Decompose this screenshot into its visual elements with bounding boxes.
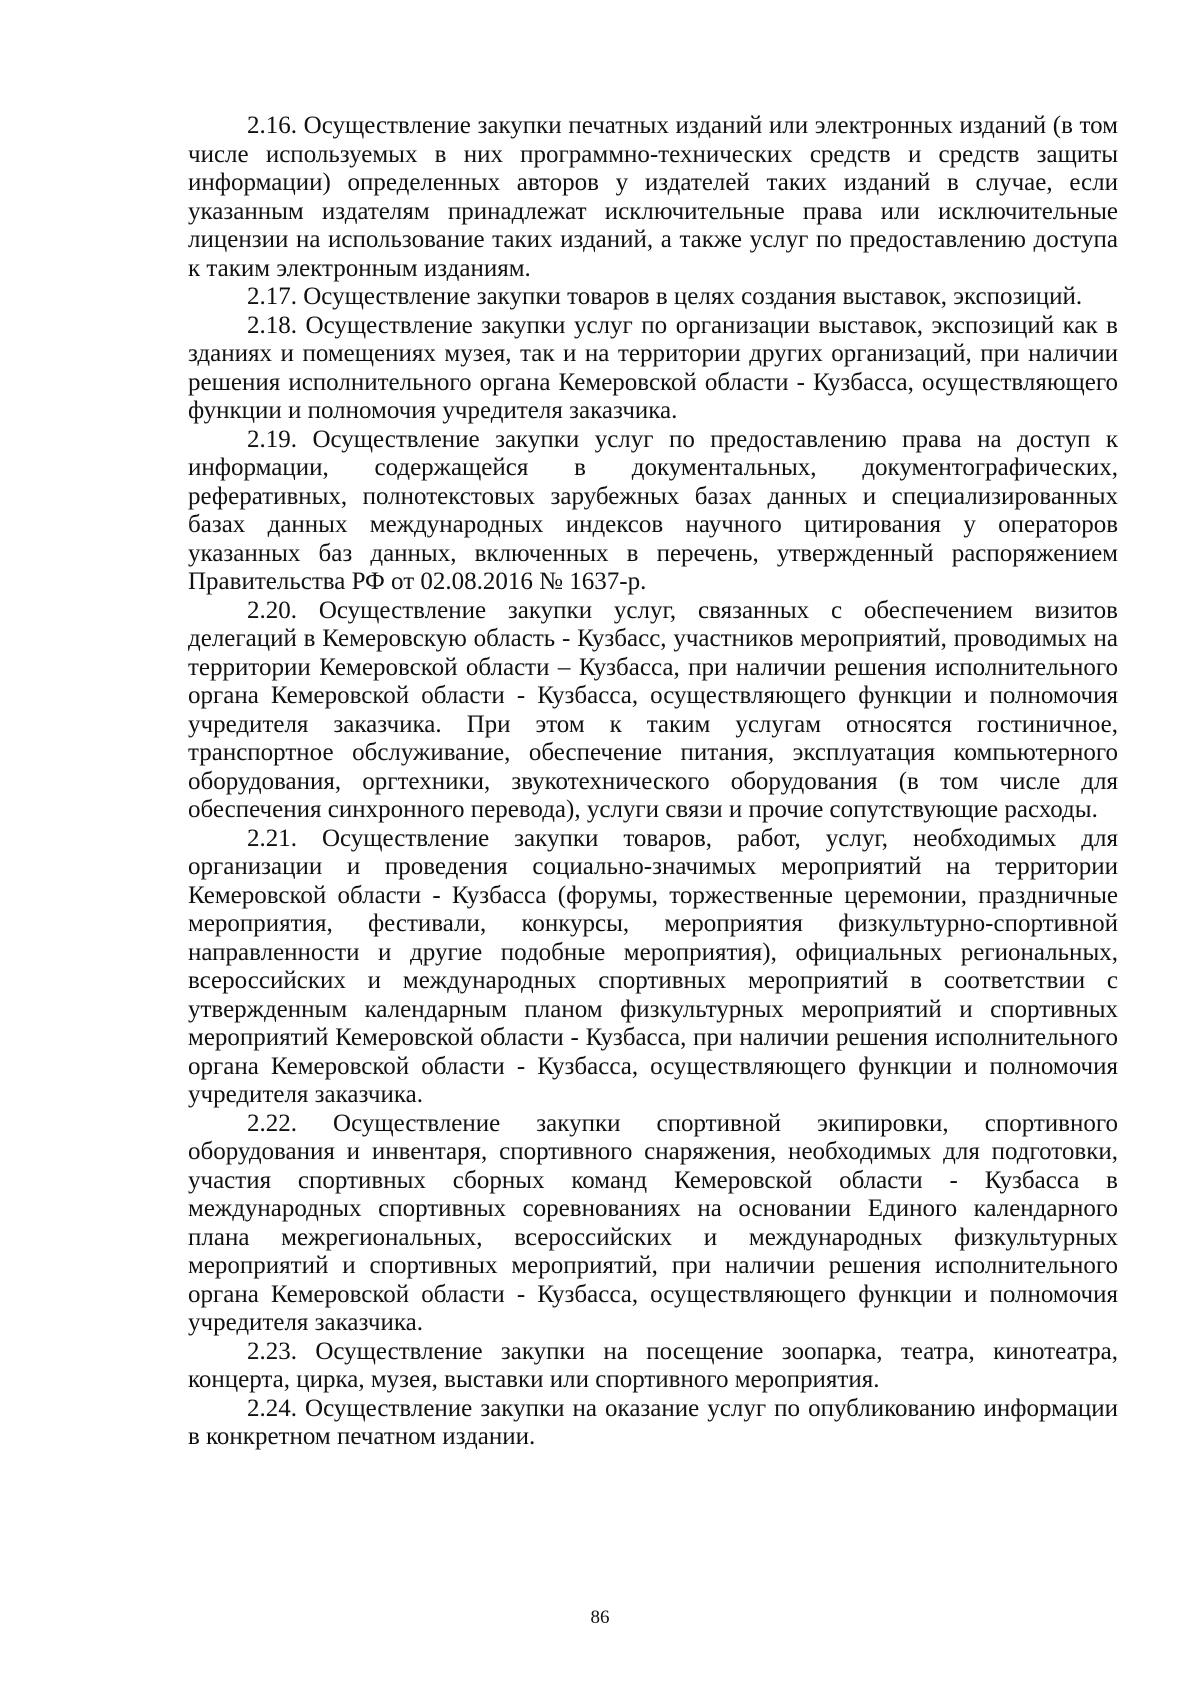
- paragraph-2-23: 2.23. Осуществление закупки на посещение зоопарка, театра, кинотеатра, концерта, цирка, музея, выставки или спортивного мероприятия.: [188, 1337, 1118, 1393]
- paragraph-2-22: 2.22. Осуществление закупки спортивной экипировки, спортивного оборудования и инвентаря, спортивного снаряжения, необходимых для подготовки, участия спортивных сборных команд Кемеровской области - Кузбасса в международных спортивных соревнованиях на основании Единого календарного плана межрегиональных, всероссийских и международных физкультурных мероприятий и спортивных мероприятий, при наличии решения исполнительного органа Кемеровской области - Кузбасса, осуществляющего функции и полномочия учредителя заказчика.: [188, 1109, 1118, 1336]
- paragraph-2-16: 2.16. Осуществление закупки печатных изданий или электронных изданий (в том числе используемых в них программно-технических средств и средств защиты информации) определенных авторов у издателей таких изданий в случае, если указанным издателям принадлежат исключительные права или исключительные лицензии на использование таких изданий, а также услуг по предоставлению доступа к таким электронным изданиям.: [188, 112, 1118, 282]
- document-body: [188, 112, 1118, 1452]
- paragraph-2-21: 2.21. Осуществление закупки товаров, работ, услуг, необходимых для организации и проведения социально-значимых мероприятий на территории Кемеровской области - Кузбасса (форумы, торжественные церемонии, праздничные мероприятия, фестивали, конкурсы, мероприятия физкультурно-спортивной направленности и другие подобные мероприятия), официальных региональных, всероссийских и международных спортивных мероприятий в соответствии с утвержденным календарным планом физкультурных мероприятий и спортивных мероприятий Кемеровской области - Кузбасса, при наличии решения исполнительного органа Кемеровской области - Кузбасса, осуществляющего функции и полномочия учредителя заказчика.: [188, 824, 1118, 1108]
- paragraph-2-24: 2.24. Осуществление закупки на оказание услуг по опубликованию информации в конкретном печатном издании.: [188, 1394, 1118, 1450]
- paragraph-2-18: 2.18. Осуществление закупки услуг по организации выставок, экспозиций как в зданиях и помещениях музея, так и на территории других организаций, при наличии решения исполнительного органа Кемеровской области - Кузбасса, осуществляющего функции и полномочия учредителя заказчика.: [188, 311, 1118, 424]
- page-number: 86: [590, 1607, 610, 1628]
- paragraph-2-20: 2.20. Осуществление закупки услуг, связанных с обеспечением визитов делегаций в Кемеровскую область - Кузбасс, участников мероприятий, проводимых на территории Кемеровской области – Кузбасса, при наличии решения исполнительного органа Кемеровской области - Кузбасса, осуществляющего функции и полномочия учредителя заказчика. При этом к таким услугам относятся гостиничное, транспортное обслуживание, обеспечение питания, эксплуатация компьютерного оборудования, оргтехники, звукотехнического оборудования (в том числе для обеспечения синхронного перевода), услуги связи и прочие сопутствующие расходы.: [188, 596, 1118, 823]
- paragraph-2-19: 2.19. Осуществление закупки услуг по предоставлению права на доступ к информации, содержащейся в документальных, документографических, реферативных, полнотекстовых зарубежных базах данных и специализированных базах данных международных индексов научного цитирования у операторов указанных баз данных, включенных в перечень, утвержденный распоряжением Правительства РФ от 02.08.2016 № 1637-р.: [188, 425, 1118, 595]
- paragraph-2-17: 2.17. Осуществление закупки товаров в целях создания выставок, экспозиций.: [247, 283, 1083, 310]
